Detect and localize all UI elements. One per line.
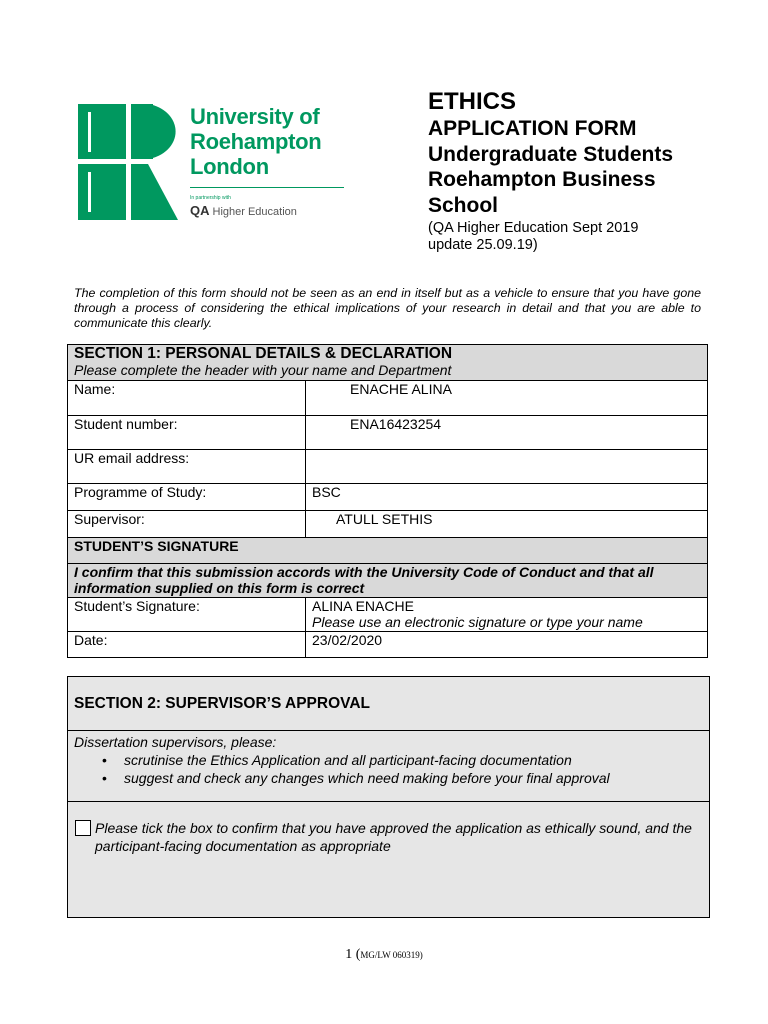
signature-hint: Please use an electronic signature or type your name: [312, 614, 643, 630]
logo-line-2: Roehampton: [190, 129, 322, 154]
logo-line-1: University of: [190, 104, 320, 129]
field-label: Student number:: [68, 416, 306, 450]
list-item: [102, 751, 703, 769]
signature-value: ALINA ENACHE: [312, 598, 414, 614]
section-2-instructions: [68, 731, 709, 802]
list-item: [102, 769, 703, 787]
section-2-intro: Dissertation supervisors, please:: [74, 734, 277, 750]
name-field[interactable]: ENACHE ALINA: [306, 381, 708, 416]
list-item-text: scrutinise the Ethics Application and all participant-facing documentation: [124, 752, 572, 768]
title-main: ETHICS: [428, 88, 517, 115]
section-2-box: [67, 676, 710, 918]
bullet-icon: •: [102, 752, 107, 768]
signature-heading-row: [68, 538, 708, 564]
intro-paragraph: The completion of this form should not be seen as an end in itself but as a vehicle to ensure that you have gone through a process of considering the ethical implications of your research in detail and that you are able to communicate this clearly.: [74, 286, 701, 330]
section-1-title: SECTION 1: PERSONAL DETAILS & DECLARATION: [74, 345, 453, 362]
university-name: [190, 104, 321, 179]
logo-line-3: London: [190, 154, 269, 179]
title-line-4: School: [428, 193, 499, 217]
section-1-subtitle: Please complete the header with your name and Department: [74, 362, 452, 378]
signature-heading: STUDENT’S SIGNATURE: [68, 538, 708, 564]
document-code: MG/LW 060319): [360, 950, 423, 960]
section-1-table: [67, 344, 708, 658]
date-field[interactable]: 23/02/2020: [306, 632, 708, 658]
partner-caption: In partnership with: [190, 195, 231, 201]
field-label: Name:: [68, 381, 306, 416]
university-logo: [78, 104, 348, 222]
title-line-2: Undergraduate Students: [428, 142, 674, 166]
confirm-statement: I confirm that this submission accords with the University Code of Conduct and that all information supplied on this form is correct: [68, 564, 708, 598]
instruction-list: [74, 751, 703, 787]
partner-line: [190, 203, 297, 218]
approval-checkbox[interactable]: [75, 820, 91, 836]
qa-logo: QA: [190, 203, 210, 218]
page-footer: [0, 947, 768, 963]
programme-field[interactable]: BSC: [306, 484, 708, 511]
title-line-1: APPLICATION FORM: [428, 117, 637, 140]
field-label: Student’s Signature:: [68, 598, 306, 632]
table-row: [68, 632, 708, 658]
version-line-2: update 25.09.19): [428, 237, 538, 253]
table-row: [68, 381, 708, 416]
email-field[interactable]: [306, 450, 708, 484]
confirm-row: [68, 564, 708, 598]
section-1-header: [68, 345, 708, 381]
field-label: UR email address:: [68, 450, 306, 484]
field-label: Supervisor:: [68, 511, 306, 538]
logo-divider: [190, 187, 344, 188]
table-row: [68, 511, 708, 538]
approval-text: Please tick the box to confirm that you have approved the application as ethically sound, and the participant-facing documentation as appropriate: [95, 820, 692, 854]
supervisor-field[interactable]: ATULL SETHIS: [306, 511, 708, 538]
form-title: [428, 88, 748, 254]
page-number: 1 (: [345, 947, 361, 962]
table-row: [68, 416, 708, 450]
title-version: [428, 220, 748, 254]
partner-name: Higher Education: [212, 206, 297, 218]
table-row: [68, 484, 708, 511]
signature-field[interactable]: [306, 598, 708, 632]
field-label: Date:: [68, 632, 306, 658]
table-row: [68, 598, 708, 632]
roehampton-r-logo-icon: [78, 104, 182, 220]
approval-row: [68, 802, 709, 917]
student-number-field[interactable]: ENA16423254: [306, 416, 708, 450]
title-line-3: Roehampton Business: [428, 168, 656, 191]
list-item-text: suggest and check any changes which need making before your final approval: [124, 770, 610, 786]
field-label: Programme of Study:: [68, 484, 306, 511]
table-row: [68, 450, 708, 484]
section-2-title: SECTION 2: SUPERVISOR’S APPROVAL: [68, 677, 709, 731]
bullet-icon: •: [102, 770, 107, 786]
version-line-1: (QA Higher Education Sept 2019: [428, 220, 639, 236]
